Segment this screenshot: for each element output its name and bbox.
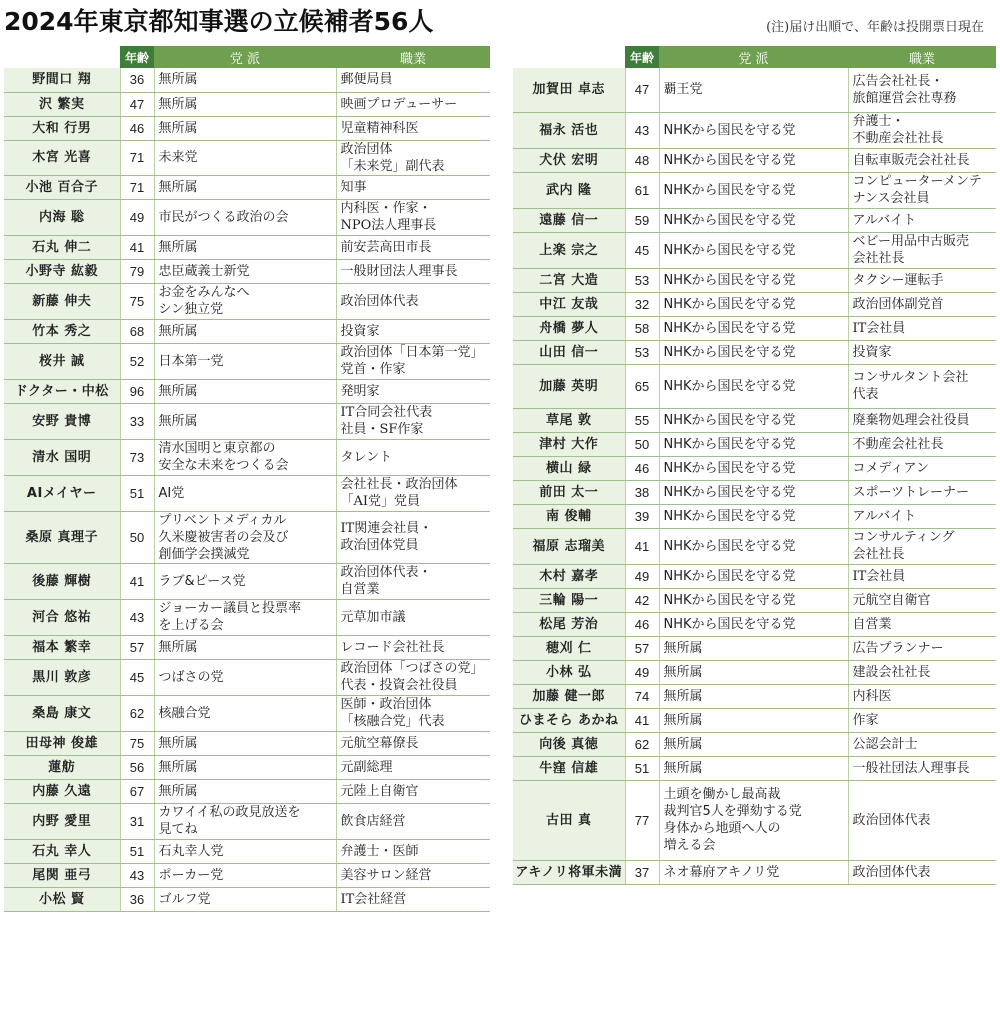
candidate-occupation: 一般社団法人理事長 [848, 756, 996, 780]
candidate-name: 後藤 輝樹 [4, 563, 120, 599]
table-row [4, 511, 490, 563]
candidate-name: 穂刈 仁 [513, 636, 625, 660]
candidate-name: 犬伏 宏明 [513, 148, 625, 172]
candidate-party: NHKから国民を守る党 [659, 316, 848, 340]
candidate-party: プリベントメディカル 久米慶被害者の会及び 創価学会撲滅党 [154, 511, 336, 563]
candidate-party: NHKから国民を守る党 [659, 504, 848, 528]
table-row [513, 684, 996, 708]
candidate-occupation: 公認会計士 [848, 732, 996, 756]
table-row [4, 283, 490, 319]
candidate-party: 日本第一党 [154, 343, 336, 379]
candidate-party: NHKから国民を守る党 [659, 172, 848, 208]
candidate-name: 河合 悠祐 [4, 599, 120, 635]
candidate-occupation: 元副総理 [336, 755, 490, 779]
candidate-party: 無所属 [659, 756, 848, 780]
candidate-age: 49 [120, 199, 154, 235]
candidate-party: NHKから国民を守る党 [659, 364, 848, 408]
candidate-age: 36 [120, 887, 154, 911]
candidate-occupation: 政治団体「日本第一党」 党首・作家 [336, 343, 490, 379]
table-row [4, 659, 490, 695]
table-row [513, 68, 996, 112]
candidate-name: 横山 緑 [513, 456, 625, 480]
candidate-age: 49 [625, 564, 659, 588]
table-row [513, 208, 996, 232]
candidate-occupation: 広告会社社長・ 旅館運営会社専務 [848, 68, 996, 112]
candidate-age: 77 [625, 780, 659, 860]
header-age: 年齢 [625, 46, 659, 68]
candidate-name: 古田 真 [513, 780, 625, 860]
candidate-party: 無所属 [659, 636, 848, 660]
candidate-occupation: 一般財団法人理事長 [336, 259, 490, 283]
candidate-party: 無所属 [154, 68, 336, 92]
candidate-name: 小松 賢 [4, 887, 120, 911]
candidate-age: 41 [120, 563, 154, 599]
candidate-occupation: 元航空自衛官 [848, 588, 996, 612]
candidate-party: 無所属 [154, 731, 336, 755]
footnote: (注)届け出順で、年齢は投開票日現在 [766, 20, 984, 35]
candidate-name: 草尾 敦 [513, 408, 625, 432]
candidate-party: ポーカー党 [154, 863, 336, 887]
table-row [4, 475, 490, 511]
candidate-age: 75 [120, 731, 154, 755]
candidate-party: NHKから国民を守る党 [659, 564, 848, 588]
candidate-name: 牛窪 信雄 [513, 756, 625, 780]
candidate-name: 二宮 大造 [513, 268, 625, 292]
candidate-age: 74 [625, 684, 659, 708]
table-row [513, 232, 996, 268]
candidate-age: 41 [120, 235, 154, 259]
candidate-name: 上楽 宗之 [513, 232, 625, 268]
table-row [4, 343, 490, 379]
candidate-name: 木宮 光喜 [4, 140, 120, 175]
table-row [4, 92, 490, 116]
candidate-name: 三輪 陽一 [513, 588, 625, 612]
table-row [4, 175, 490, 199]
page-title: 2024年東京都知事選の立候補者56人 [4, 7, 434, 36]
candidate-occupation: 弁護士・医師 [336, 839, 490, 863]
table-row [513, 316, 996, 340]
candidate-age: 51 [120, 839, 154, 863]
table-row [4, 68, 490, 92]
candidate-name: 加藤 健一郎 [513, 684, 625, 708]
table-row [513, 456, 996, 480]
candidate-name: 松尾 芳治 [513, 612, 625, 636]
candidate-party: ジョーカー議員と投票率 を上げる会 [154, 599, 336, 635]
candidate-party: NHKから国民を守る党 [659, 612, 848, 636]
candidate-age: 48 [625, 148, 659, 172]
candidate-party: 無所属 [659, 708, 848, 732]
table-row [4, 563, 490, 599]
candidate-occupation: アルバイト [848, 208, 996, 232]
table-row [4, 140, 490, 175]
table-row [4, 116, 490, 140]
candidate-party: 無所属 [659, 660, 848, 684]
table-row [513, 564, 996, 588]
table-row [513, 432, 996, 456]
candidate-occupation: IT合同会社代表 社員・SF作家 [336, 403, 490, 439]
candidate-age: 50 [120, 511, 154, 563]
candidate-party: NHKから国民を守る党 [659, 480, 848, 504]
candidate-age: 56 [120, 755, 154, 779]
table-row [513, 528, 996, 564]
candidate-age: 49 [625, 660, 659, 684]
candidate-occupation: コンサルティング 会社社長 [848, 528, 996, 564]
candidate-name: アキノリ将軍未満 [513, 860, 625, 884]
candidate-occupation: 元陸上自衛官 [336, 779, 490, 803]
table-row [513, 340, 996, 364]
header-job: 職業 [336, 46, 490, 68]
candidate-age: 47 [120, 92, 154, 116]
candidate-occupation: 映画プロデューサー [336, 92, 490, 116]
candidate-occupation: 建設会社社長 [848, 660, 996, 684]
candidate-name: 木村 嘉孝 [513, 564, 625, 588]
candidate-name: 内藤 久遠 [4, 779, 120, 803]
candidate-occupation: IT会社員 [848, 316, 996, 340]
header-corner [513, 46, 625, 68]
candidate-name: 内野 愛里 [4, 803, 120, 839]
candidate-age: 46 [625, 612, 659, 636]
candidate-party: NHKから国民を守る党 [659, 528, 848, 564]
candidate-age: 43 [625, 112, 659, 148]
table-row [4, 379, 490, 403]
candidate-name: 福永 活也 [513, 112, 625, 148]
candidate-occupation: スポーツトレーナー [848, 480, 996, 504]
candidate-occupation: 政治団体 「未来党」副代表 [336, 140, 490, 175]
candidate-occupation: 医師・政治団体 「核融合党」代表 [336, 695, 490, 731]
candidate-age: 50 [625, 432, 659, 456]
candidate-party: 無所属 [154, 379, 336, 403]
candidate-party: 市民がつくる政治の会 [154, 199, 336, 235]
candidate-party: 覇王党 [659, 68, 848, 112]
candidate-occupation: コンピューターメンテ ナンス会社員 [848, 172, 996, 208]
candidate-occupation: 元草加市議 [336, 599, 490, 635]
candidate-name: 山田 信一 [513, 340, 625, 364]
candidate-age: 45 [120, 659, 154, 695]
table-row [4, 731, 490, 755]
candidate-party: 無所属 [154, 755, 336, 779]
table-row [513, 112, 996, 148]
table-row [513, 708, 996, 732]
candidate-name: 石丸 伸二 [4, 235, 120, 259]
candidate-age: 46 [120, 116, 154, 140]
candidate-party: NHKから国民を守る党 [659, 588, 848, 612]
candidate-party: 無所属 [154, 92, 336, 116]
candidate-occupation: 政治団体「つばさの党」 代表・投資会社役員 [336, 659, 490, 695]
table-row [4, 803, 490, 839]
candidate-party: 無所属 [154, 116, 336, 140]
table-row [4, 863, 490, 887]
candidate-party: NHKから国民を守る党 [659, 292, 848, 316]
candidate-party: 無所属 [154, 635, 336, 659]
candidate-occupation: 知事 [336, 175, 490, 199]
table-row [4, 319, 490, 343]
candidate-age: 61 [625, 172, 659, 208]
table-row [513, 364, 996, 408]
table-row [513, 268, 996, 292]
candidate-name: 津村 大作 [513, 432, 625, 456]
candidate-age: 96 [120, 379, 154, 403]
candidate-table-right [513, 46, 996, 885]
candidate-age: 41 [625, 708, 659, 732]
candidate-name: AIメイヤー [4, 475, 120, 511]
candidate-party: NHKから国民を守る党 [659, 408, 848, 432]
candidate-occupation: 前安芸高田市長 [336, 235, 490, 259]
candidate-occupation: 会社社長・政治団体 「AI党」党員 [336, 475, 490, 511]
candidate-occupation: ベビー用品中古販売 会社社長 [848, 232, 996, 268]
candidate-name: 蓮舫 [4, 755, 120, 779]
candidate-party: 無所属 [154, 779, 336, 803]
table-row [513, 660, 996, 684]
candidate-age: 73 [120, 439, 154, 475]
candidate-name: 小野寺 紘毅 [4, 259, 120, 283]
candidate-age: 62 [625, 732, 659, 756]
candidate-occupation: 自転車販売会社社長 [848, 148, 996, 172]
candidate-occupation: 元航空幕僚長 [336, 731, 490, 755]
candidate-occupation: IT会社員 [848, 564, 996, 588]
candidate-occupation: IT関連会社員・ 政治団体党員 [336, 511, 490, 563]
table-row [4, 635, 490, 659]
candidate-age: 45 [625, 232, 659, 268]
candidate-occupation: 廃棄物処理会社役員 [848, 408, 996, 432]
candidate-age: 53 [625, 268, 659, 292]
candidate-party: NHKから国民を守る党 [659, 340, 848, 364]
table-row [4, 259, 490, 283]
candidate-age: 43 [120, 863, 154, 887]
candidate-name: 向後 真徳 [513, 732, 625, 756]
candidate-age: 57 [625, 636, 659, 660]
candidate-name: 桑島 康文 [4, 695, 120, 731]
candidate-party: お金をみんなへ シン独立党 [154, 283, 336, 319]
candidate-name: 田母神 俊雄 [4, 731, 120, 755]
table-row [4, 695, 490, 731]
candidate-party: 無所属 [154, 403, 336, 439]
table-row [513, 780, 996, 860]
candidate-name: 桑原 真理子 [4, 511, 120, 563]
candidate-age: 79 [120, 259, 154, 283]
candidate-party: 無所属 [659, 684, 848, 708]
candidate-occupation: 美容サロン経営 [336, 863, 490, 887]
candidate-age: 67 [120, 779, 154, 803]
candidate-party: NHKから国民を守る党 [659, 268, 848, 292]
candidate-party: NHKから国民を守る党 [659, 456, 848, 480]
candidate-party: つばさの党 [154, 659, 336, 695]
candidate-age: 33 [120, 403, 154, 439]
candidate-occupation: 不動産会社社長 [848, 432, 996, 456]
candidate-occupation: 内科医 [848, 684, 996, 708]
header-party: 党 派 [659, 46, 848, 68]
candidate-occupation: IT会社経営 [336, 887, 490, 911]
candidate-party: 未来党 [154, 140, 336, 175]
candidate-party: ゴルフ党 [154, 887, 336, 911]
candidate-table-left [4, 46, 490, 912]
candidate-occupation: タクシー運転手 [848, 268, 996, 292]
candidate-name: 武内 隆 [513, 172, 625, 208]
candidate-age: 43 [120, 599, 154, 635]
table-row [513, 148, 996, 172]
candidate-occupation: 政治団体代表・ 自営業 [336, 563, 490, 599]
candidate-occupation: 発明家 [336, 379, 490, 403]
candidate-name: 福原 志瑠美 [513, 528, 625, 564]
candidate-age: 71 [120, 175, 154, 199]
candidate-name: ひまそら あかね [513, 708, 625, 732]
candidate-age: 46 [625, 456, 659, 480]
candidate-party: 無所属 [659, 732, 848, 756]
table-row [513, 504, 996, 528]
candidate-age: 62 [120, 695, 154, 731]
candidate-name: 新藤 伸夫 [4, 283, 120, 319]
table-row [513, 612, 996, 636]
candidate-occupation: 政治団体副党首 [848, 292, 996, 316]
candidate-age: 32 [625, 292, 659, 316]
table-row [513, 588, 996, 612]
candidate-age: 68 [120, 319, 154, 343]
candidate-age: 51 [625, 756, 659, 780]
candidate-occupation: 政治団体代表 [336, 283, 490, 319]
table-row [513, 860, 996, 884]
header-party: 党 派 [154, 46, 336, 68]
table-row [513, 756, 996, 780]
candidate-occupation: 自営業 [848, 612, 996, 636]
candidate-name: 沢 繁実 [4, 92, 120, 116]
candidate-name: 中江 友哉 [513, 292, 625, 316]
candidate-occupation: コメディアン [848, 456, 996, 480]
candidate-age: 59 [625, 208, 659, 232]
candidate-name: 加藤 英明 [513, 364, 625, 408]
candidate-occupation: 政治団体代表 [848, 860, 996, 884]
candidate-name: 清水 国明 [4, 439, 120, 475]
candidate-occupation: レコード会社社長 [336, 635, 490, 659]
candidate-age: 65 [625, 364, 659, 408]
table-row [4, 235, 490, 259]
candidate-name: 石丸 幸人 [4, 839, 120, 863]
table-row [513, 636, 996, 660]
header-age: 年齢 [120, 46, 154, 68]
table-row [4, 887, 490, 911]
candidate-party: AI党 [154, 475, 336, 511]
table-row [4, 779, 490, 803]
candidate-age: 31 [120, 803, 154, 839]
table-row [4, 839, 490, 863]
candidate-party: 土頭を働かし最高裁 裁判官5人を弾劾する党 身体から地頭へ人の 増える会 [659, 780, 848, 860]
candidate-party: 核融合党 [154, 695, 336, 731]
candidate-name: 尾関 亜弓 [4, 863, 120, 887]
table-row [4, 599, 490, 635]
candidate-age: 36 [120, 68, 154, 92]
candidate-party: 忠臣蔵義士新党 [154, 259, 336, 283]
table-row [513, 292, 996, 316]
candidate-occupation: 内科医・作家・ NPO法人理事長 [336, 199, 490, 235]
table-row [513, 172, 996, 208]
candidate-occupation: 飲食店経営 [336, 803, 490, 839]
candidate-age: 47 [625, 68, 659, 112]
candidate-age: 41 [625, 528, 659, 564]
candidate-age: 51 [120, 475, 154, 511]
candidate-party: NHKから国民を守る党 [659, 112, 848, 148]
candidate-party: 無所属 [154, 175, 336, 199]
candidate-party: ラブ&ピース党 [154, 563, 336, 599]
candidate-age: 55 [625, 408, 659, 432]
candidate-occupation: コンサルタント会社 代表 [848, 364, 996, 408]
candidate-age: 39 [625, 504, 659, 528]
candidate-party: 石丸幸人党 [154, 839, 336, 863]
candidate-age: 53 [625, 340, 659, 364]
header-job: 職業 [848, 46, 996, 68]
table-row [513, 732, 996, 756]
candidate-occupation: 投資家 [336, 319, 490, 343]
candidate-party: NHKから国民を守る党 [659, 208, 848, 232]
candidate-party: NHKから国民を守る党 [659, 432, 848, 456]
candidate-name: 大和 行男 [4, 116, 120, 140]
header-corner [4, 46, 120, 68]
candidate-occupation: 弁護士・ 不動産会社社長 [848, 112, 996, 148]
table-row [4, 755, 490, 779]
candidate-occupation: 政治団体代表 [848, 780, 996, 860]
candidate-name: 南 俊輔 [513, 504, 625, 528]
candidate-occupation: 広告プランナー [848, 636, 996, 660]
table-row [513, 408, 996, 432]
candidate-name: 黒川 敦彦 [4, 659, 120, 695]
candidate-party: 無所属 [154, 235, 336, 259]
candidate-name: 遠藤 信一 [513, 208, 625, 232]
candidate-age: 71 [120, 140, 154, 175]
candidate-age: 58 [625, 316, 659, 340]
candidate-name: ドクター・中松 [4, 379, 120, 403]
candidate-name: 前田 太一 [513, 480, 625, 504]
candidate-name: 福本 繁幸 [4, 635, 120, 659]
candidate-name: 加賀田 卓志 [513, 68, 625, 112]
candidate-age: 75 [120, 283, 154, 319]
candidate-occupation: 児童精神科医 [336, 116, 490, 140]
candidate-age: 37 [625, 860, 659, 884]
candidate-occupation: 郵便局員 [336, 68, 490, 92]
candidate-occupation: 作家 [848, 708, 996, 732]
candidate-age: 42 [625, 588, 659, 612]
candidate-age: 57 [120, 635, 154, 659]
candidate-occupation: アルバイト [848, 504, 996, 528]
candidate-party: ネオ幕府アキノリ党 [659, 860, 848, 884]
candidate-occupation: 投資家 [848, 340, 996, 364]
candidate-name: 野間口 翔 [4, 68, 120, 92]
candidate-age: 52 [120, 343, 154, 379]
candidate-name: 内海 聡 [4, 199, 120, 235]
candidate-name: 安野 貴博 [4, 403, 120, 439]
candidate-occupation: タレント [336, 439, 490, 475]
table-row [4, 199, 490, 235]
candidate-name: 竹本 秀之 [4, 319, 120, 343]
candidate-party: 清水国明と東京都の 安全な未来をつくる会 [154, 439, 336, 475]
candidate-party: カワイイ私の政見放送を 見てね [154, 803, 336, 839]
table-row [4, 403, 490, 439]
candidate-name: 小池 百合子 [4, 175, 120, 199]
candidate-name: 舟橋 夢人 [513, 316, 625, 340]
candidate-name: 桜井 誠 [4, 343, 120, 379]
candidate-age: 38 [625, 480, 659, 504]
table-row [513, 480, 996, 504]
candidate-party: 無所属 [154, 319, 336, 343]
candidate-party: NHKから国民を守る党 [659, 232, 848, 268]
candidate-party: NHKから国民を守る党 [659, 148, 848, 172]
candidate-name: 小林 弘 [513, 660, 625, 684]
table-row [4, 439, 490, 475]
